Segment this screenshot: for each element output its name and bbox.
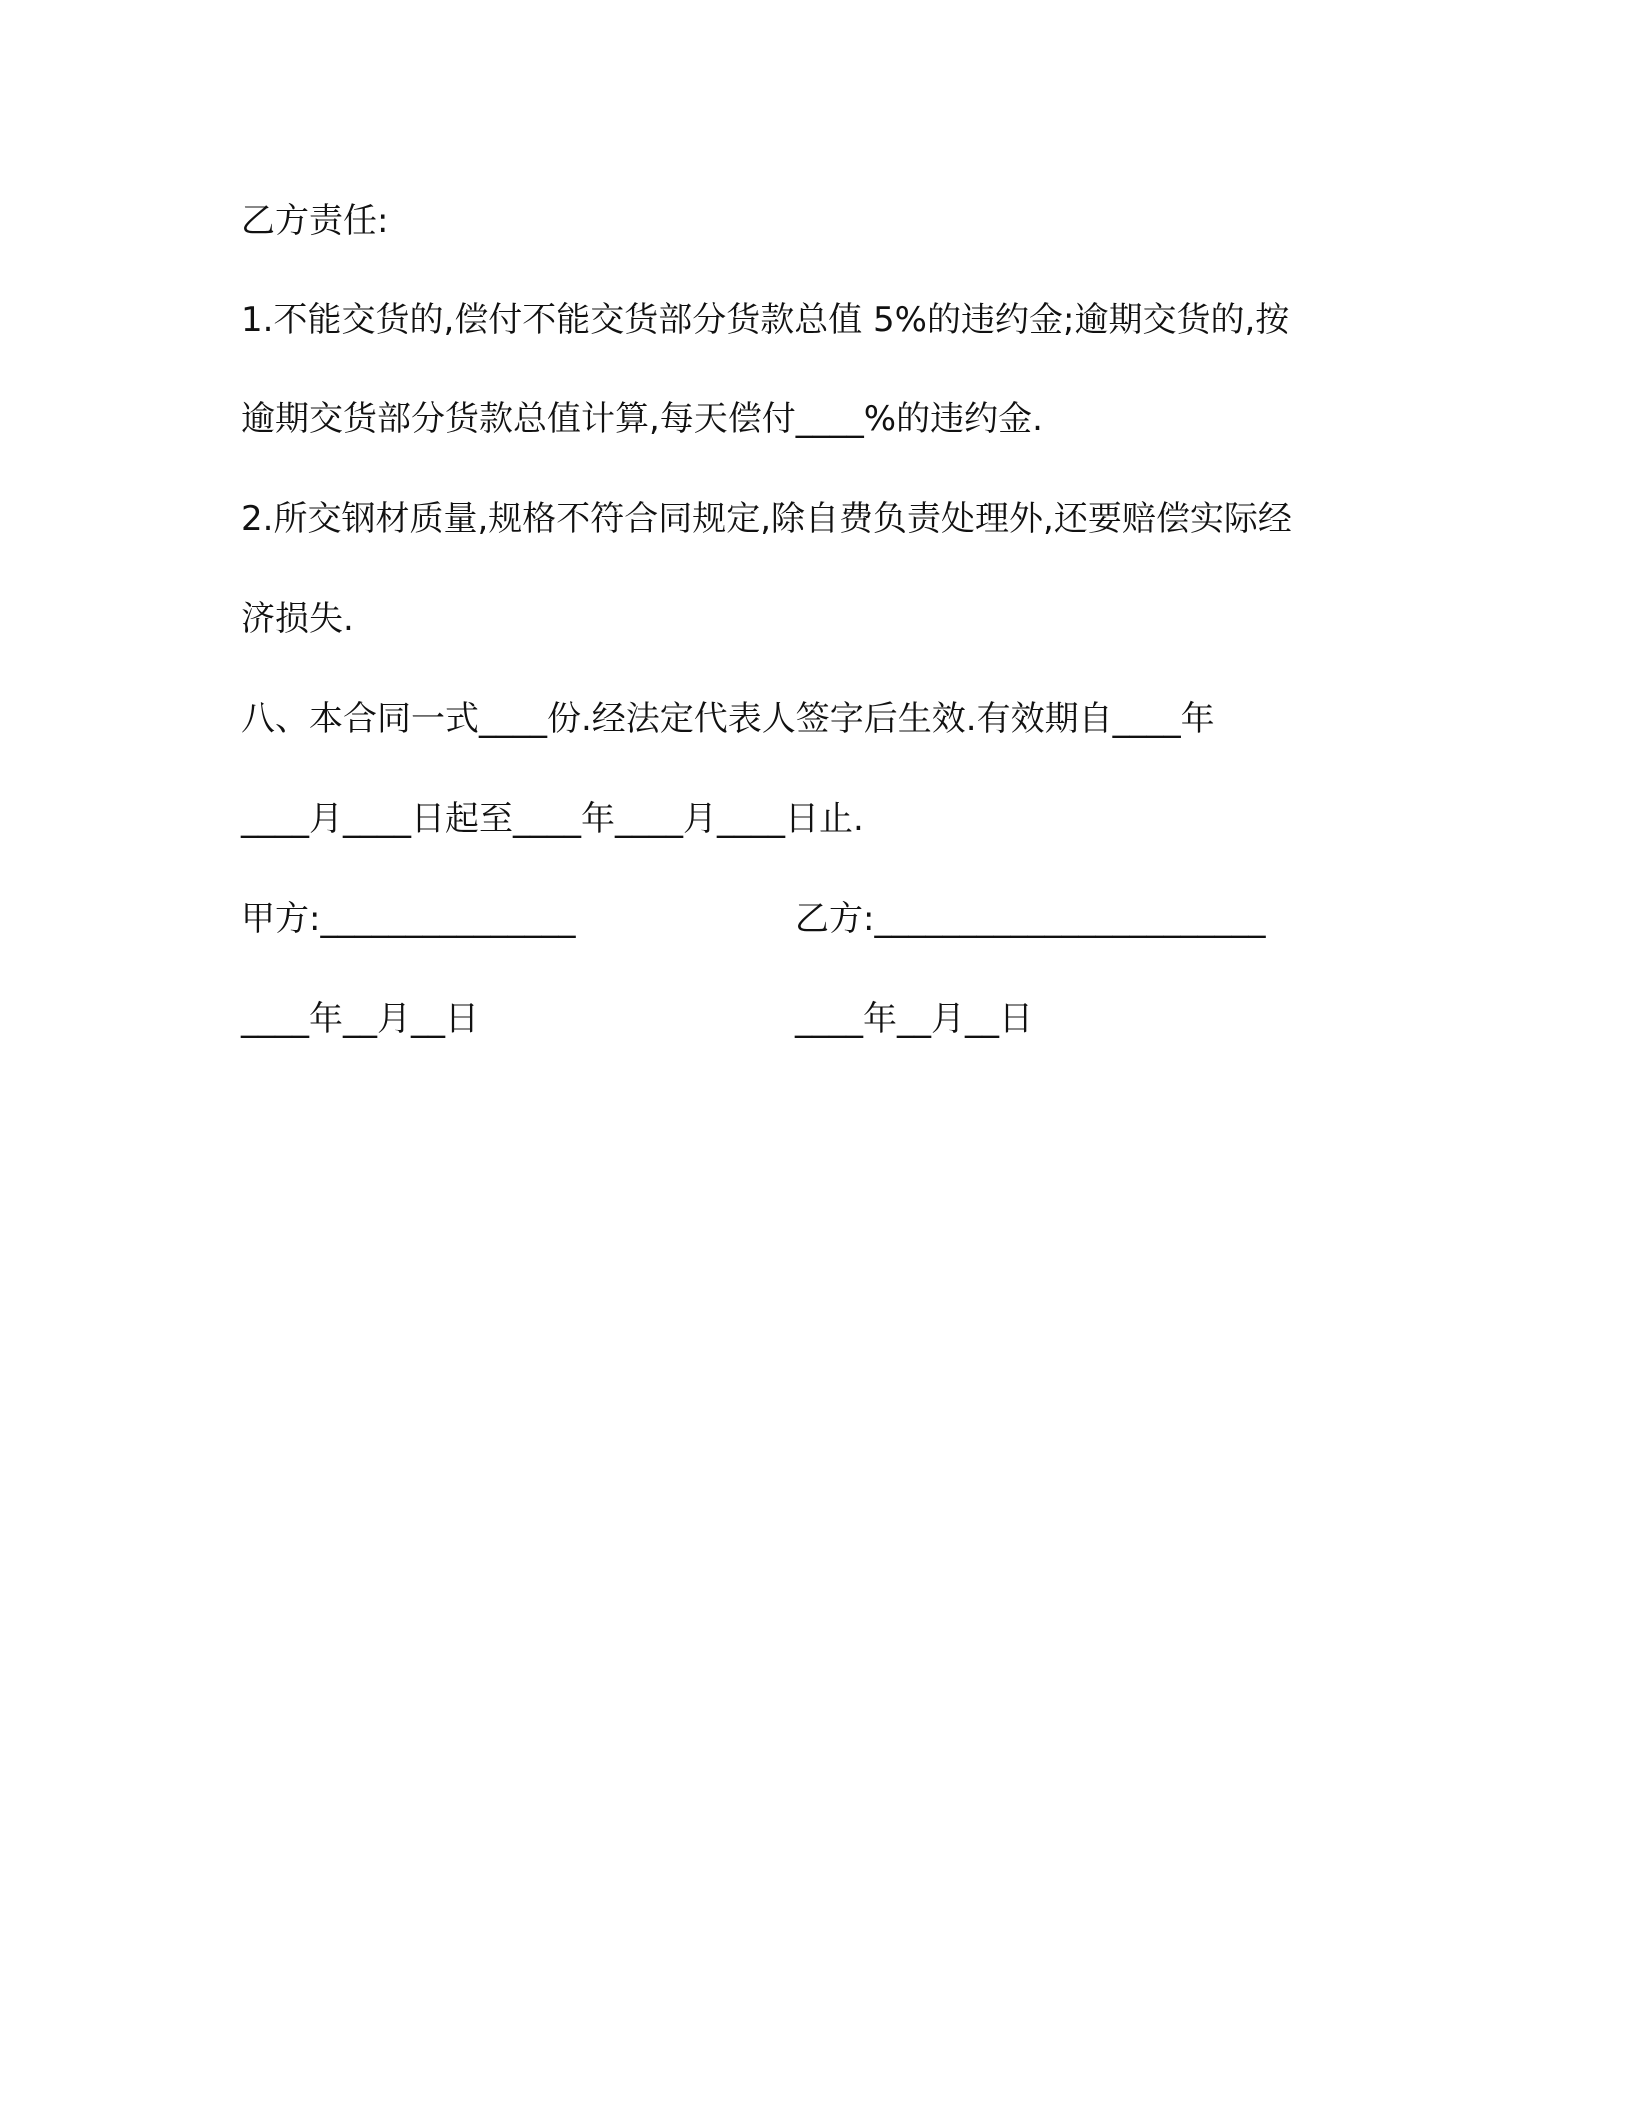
party-b-signature: 乙方:_______________________ [795, 899, 1266, 939]
article-8-line-1: 八、本合同一式____份.经法定代表人签字后生效.有效期自____年 [241, 699, 1215, 739]
clause-2-line-2: 济损失. [241, 599, 354, 639]
clause-1-line-1: 1.不能交货的,偿付不能交货部分货款总值 5%的违约金;逾期交货的,按 [241, 300, 1290, 340]
article-8-line-2: ____月____日起至____年____月____日止. [241, 799, 864, 839]
clause-1-line-2: 逾期交货部分货款总值计算,每天偿付____%的违约金. [241, 399, 1043, 439]
clause-2-line-1: 2.所交钢材质量,规格不符合同规定,除自费负责处理外,还要赔偿实际经 [241, 499, 1292, 539]
section-heading: 乙方责任: [241, 201, 389, 241]
party-a-date: ____年__月__日 [241, 999, 479, 1039]
party-b-date: ____年__月__日 [795, 999, 1033, 1039]
party-a-signature: 甲方:_______________ [241, 899, 576, 939]
